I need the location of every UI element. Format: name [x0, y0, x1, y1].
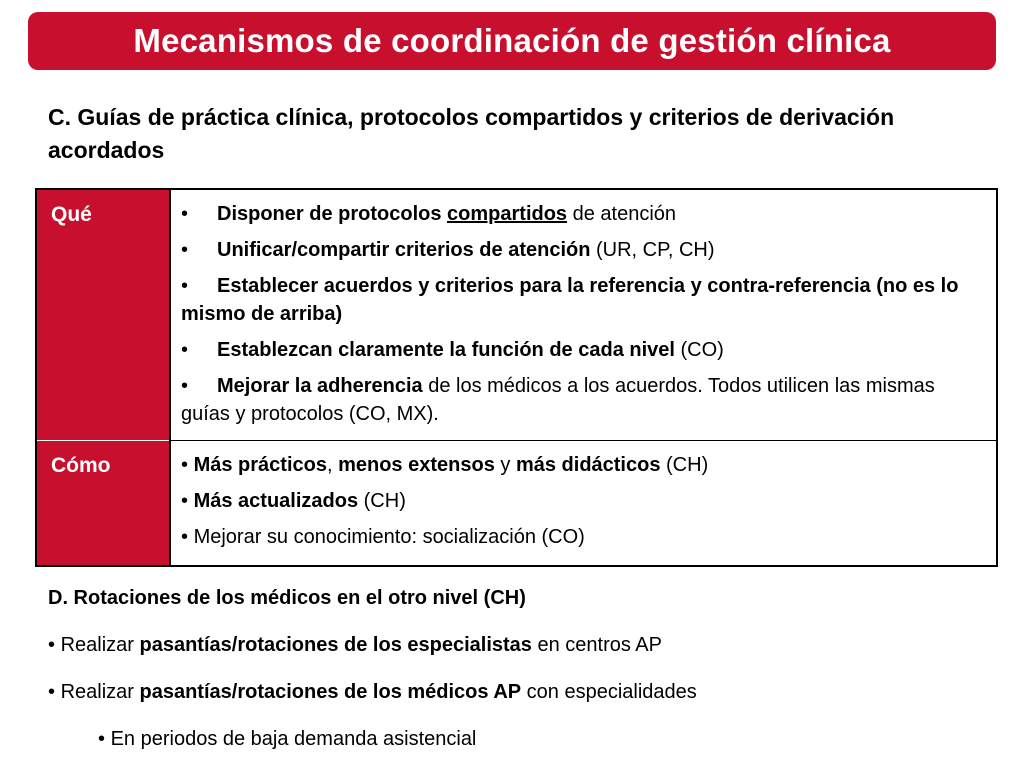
- row-content-que: [170, 189, 997, 441]
- section-d-heading: D. Rotaciones de los médicos en el otro nivel (CH): [48, 587, 526, 609]
- section-c-heading: C. Guías de práctica clínica, protocolos compartidos y criterios de derivación acordados: [48, 104, 895, 163]
- slide-title: Mecanismos de coordinación de gestión clínica: [133, 22, 891, 59]
- bullet: •: [98, 728, 106, 750]
- row-content-como: [170, 441, 997, 567]
- list-item: • Más actualizados (CH): [181, 490, 406, 512]
- list-item: • Mejorar la adherencia de los médicos a los acuerdos. Todos utilicen las mismas guías y protocolos (CO, MX).: [181, 372, 976, 428]
- list-item: • Unificar/compartir criterios de atención (UR, CP, CH): [181, 236, 976, 264]
- bullet: •: [181, 239, 189, 261]
- bullet: •: [181, 339, 189, 361]
- row-label-que: Qué: [36, 189, 170, 441]
- list-item: • Establecer acuerdos y criterios para la referencia y contra-referencia (no es lo mismo de arriba): [181, 272, 976, 328]
- list-item: • Establezcan claramente la función de cada nivel (CO): [181, 336, 976, 364]
- bullet: •: [48, 634, 56, 656]
- bullet: •: [181, 275, 189, 297]
- list-item: • Realizar pasantías/rotaciones de los médicos AP con especialidades: [48, 681, 697, 703]
- bullet: •: [181, 454, 189, 476]
- row-label-como: Cómo: [36, 441, 170, 567]
- section-d: [48, 584, 988, 772]
- table-row-que: [36, 189, 997, 441]
- title-banner: [28, 12, 996, 70]
- list-item: • Disponer de protocolos compartidos de atención: [181, 200, 976, 228]
- list-item: • En periodos de baja demanda asistencial: [98, 728, 477, 750]
- bullet: •: [48, 681, 56, 703]
- bullet: •: [181, 203, 189, 225]
- list-item: • Realizar pasantías/rotaciones de los especialistas en centros AP: [48, 634, 662, 656]
- bullet: •: [181, 490, 189, 512]
- que-como-table: [35, 188, 998, 567]
- bullet: •: [181, 375, 189, 397]
- list-item: • Mejorar su conocimiento: socialización (CO): [181, 526, 585, 548]
- bullet: •: [181, 526, 189, 548]
- list-item: • Más prácticos, menos extensos y más didácticos (CH): [181, 454, 709, 476]
- table-row-como: [36, 441, 997, 567]
